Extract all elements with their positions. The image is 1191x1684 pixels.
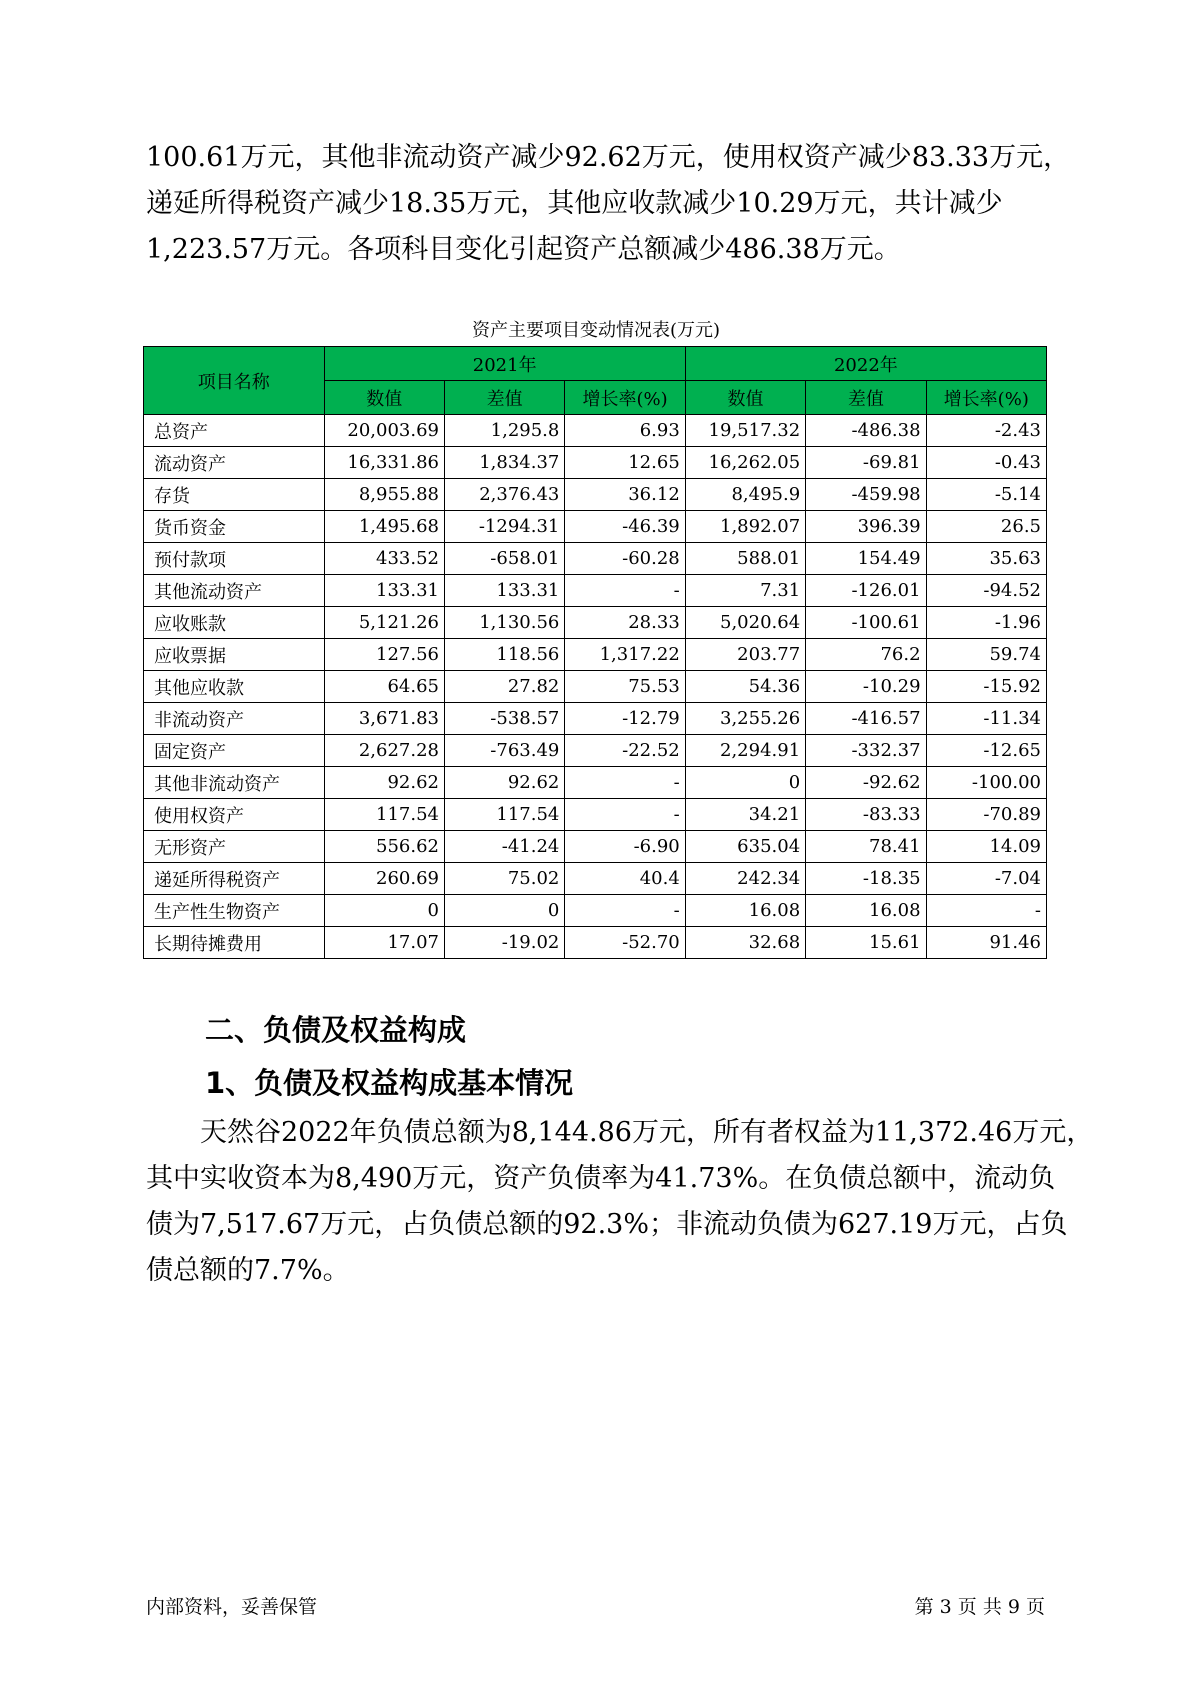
table-row — [144, 799, 1047, 831]
row-value-cell: -538.57 — [444, 703, 564, 735]
row-value-cell: -52.70 — [565, 927, 685, 959]
row-value-cell: - — [565, 575, 685, 607]
row-value-cell: 75.53 — [565, 671, 685, 703]
row-value-cell: -2.43 — [926, 415, 1046, 447]
row-value-cell: 556.62 — [324, 831, 444, 863]
row-value-cell: 0 — [444, 895, 564, 927]
row-value-cell: 0 — [324, 895, 444, 927]
row-value-cell: 203.77 — [685, 639, 805, 671]
intro-line: 递延所得税资产减少18.35万元，其他应收款减少10.29万元，共计减少 — [146, 188, 1003, 219]
table-row — [144, 863, 1047, 895]
row-value-cell: 133.31 — [444, 575, 564, 607]
row-value-cell: -60.28 — [565, 543, 685, 575]
row-value-cell: -416.57 — [806, 703, 926, 735]
footer-confidential-note: 内部资料，妥善保管 — [146, 1596, 318, 1618]
row-value-cell: - — [565, 895, 685, 927]
row-value-cell: 1,130.56 — [444, 607, 564, 639]
row-value-cell: -7.04 — [926, 863, 1046, 895]
row-value-cell: -12.65 — [926, 735, 1046, 767]
row-value-cell: 2,627.28 — [324, 735, 444, 767]
row-value-cell: -0.43 — [926, 447, 1046, 479]
row-value-cell: 28.33 — [565, 607, 685, 639]
header-growth: 增长率(%) — [926, 381, 1046, 415]
row-item-name: 长期待摊费用 — [144, 927, 325, 959]
row-value-cell: -100.00 — [926, 767, 1046, 799]
asset-change-table — [143, 346, 1047, 959]
row-value-cell: 35.63 — [926, 543, 1046, 575]
row-value-cell: 3,671.83 — [324, 703, 444, 735]
row-item-name: 递延所得税资产 — [144, 863, 325, 895]
header-growth: 增长率(%) — [565, 381, 685, 415]
row-value-cell: -11.34 — [926, 703, 1046, 735]
row-value-cell: -22.52 — [565, 735, 685, 767]
row-value-cell: -1294.31 — [444, 511, 564, 543]
row-value-cell: 91.46 — [926, 927, 1046, 959]
row-value-cell: 1,317.22 — [565, 639, 685, 671]
header-diff: 差值 — [444, 381, 564, 415]
row-value-cell: -486.38 — [806, 415, 926, 447]
row-value-cell: -94.52 — [926, 575, 1046, 607]
body-line: 天然谷2022年负债总额为8,144.86万元，所有者权益为11,372.46万元， — [200, 1117, 1094, 1148]
row-item-name: 流动资产 — [144, 447, 325, 479]
row-value-cell: -12.79 — [565, 703, 685, 735]
row-item-name: 使用权资产 — [144, 799, 325, 831]
row-value-cell: 78.41 — [806, 831, 926, 863]
row-value-cell: 8,495.9 — [685, 479, 805, 511]
row-value-cell: 16.08 — [685, 895, 805, 927]
table-row — [144, 831, 1047, 863]
row-value-cell: 76.2 — [806, 639, 926, 671]
intro-line: 1,223.57万元。各项科目变化引起资产总额减少486.38万元。 — [146, 234, 901, 265]
row-value-cell: -10.29 — [806, 671, 926, 703]
body-paragraph — [146, 1110, 1094, 1294]
row-value-cell: - — [565, 767, 685, 799]
row-value-cell: -83.33 — [806, 799, 926, 831]
table-body — [144, 415, 1047, 959]
footer-page-number: 第 3 页 共 9 页 — [914, 1596, 1045, 1618]
row-value-cell: -41.24 — [444, 831, 564, 863]
intro-paragraph — [146, 135, 1071, 273]
table-row — [144, 671, 1047, 703]
row-value-cell: 118.56 — [444, 639, 564, 671]
header-year-2021: 2021年 — [324, 347, 685, 381]
table-row — [144, 479, 1047, 511]
row-value-cell: -100.61 — [806, 607, 926, 639]
row-value-cell: -46.39 — [565, 511, 685, 543]
row-value-cell: -69.81 — [806, 447, 926, 479]
row-value-cell: - — [926, 895, 1046, 927]
body-line: 债总额的7.7%。 — [146, 1255, 350, 1286]
row-value-cell: 127.56 — [324, 639, 444, 671]
row-value-cell: 75.02 — [444, 863, 564, 895]
row-item-name: 固定资产 — [144, 735, 325, 767]
row-value-cell: 1,834.37 — [444, 447, 564, 479]
row-value-cell: 635.04 — [685, 831, 805, 863]
row-item-name: 预付款项 — [144, 543, 325, 575]
row-value-cell: 27.82 — [444, 671, 564, 703]
table-row — [144, 735, 1047, 767]
row-item-name: 应收票据 — [144, 639, 325, 671]
table-row — [144, 575, 1047, 607]
row-value-cell: 16.08 — [806, 895, 926, 927]
body-line: 债为7,517.67万元，占负债总额的92.3%；非流动负债为627.19万元，占负 — [146, 1209, 1068, 1240]
row-value-cell: 0 — [685, 767, 805, 799]
body-line: 其中实收资本为8,490万元，资产负债率为41.73%。在负债总额中，流动负 — [146, 1163, 1056, 1194]
row-value-cell: -658.01 — [444, 543, 564, 575]
header-value: 数值 — [324, 381, 444, 415]
row-value-cell: 16,331.86 — [324, 447, 444, 479]
row-value-cell: 260.69 — [324, 863, 444, 895]
row-item-name: 总资产 — [144, 415, 325, 447]
row-item-name: 存货 — [144, 479, 325, 511]
row-value-cell: 154.49 — [806, 543, 926, 575]
row-value-cell: -19.02 — [444, 927, 564, 959]
row-value-cell: 242.34 — [685, 863, 805, 895]
row-value-cell: 117.54 — [324, 799, 444, 831]
row-value-cell: 8,955.88 — [324, 479, 444, 511]
row-value-cell: 36.12 — [565, 479, 685, 511]
section-heading: 二、负债及权益构成 — [205, 1013, 467, 1047]
header-diff: 差值 — [806, 381, 926, 415]
row-value-cell: -332.37 — [806, 735, 926, 767]
row-item-name: 其他流动资产 — [144, 575, 325, 607]
table-row — [144, 927, 1047, 959]
table-row — [144, 543, 1047, 575]
row-value-cell: 12.65 — [565, 447, 685, 479]
row-item-name: 货币资金 — [144, 511, 325, 543]
header-year-2022: 2022年 — [685, 347, 1046, 381]
row-value-cell: 1,495.68 — [324, 511, 444, 543]
row-value-cell: -92.62 — [806, 767, 926, 799]
row-value-cell: -459.98 — [806, 479, 926, 511]
table-row — [144, 639, 1047, 671]
row-value-cell: 16,262.05 — [685, 447, 805, 479]
row-value-cell: -70.89 — [926, 799, 1046, 831]
row-value-cell: 59.74 — [926, 639, 1046, 671]
row-item-name: 其他非流动资产 — [144, 767, 325, 799]
table-caption: 资产主要项目变动情况表(万元) — [471, 320, 721, 341]
row-value-cell: 34.21 — [685, 799, 805, 831]
intro-line: 100.61万元，其他非流动资产减少92.62万元，使用权资产减少83.33万元， — [146, 142, 1071, 173]
row-value-cell: 588.01 — [685, 543, 805, 575]
table-row — [144, 895, 1047, 927]
row-value-cell: 64.65 — [324, 671, 444, 703]
table-row — [144, 447, 1047, 479]
row-value-cell: -763.49 — [444, 735, 564, 767]
table-row — [144, 607, 1047, 639]
row-value-cell: 92.62 — [444, 767, 564, 799]
row-value-cell: 1,295.8 — [444, 415, 564, 447]
row-item-name: 非流动资产 — [144, 703, 325, 735]
row-item-name: 应收账款 — [144, 607, 325, 639]
row-item-name: 其他应收款 — [144, 671, 325, 703]
row-item-name: 无形资产 — [144, 831, 325, 863]
row-value-cell: 19,517.32 — [685, 415, 805, 447]
subsection-heading: 1、负债及权益构成基本情况 — [205, 1066, 574, 1100]
row-value-cell: 3,255.26 — [685, 703, 805, 735]
row-value-cell: - — [565, 799, 685, 831]
row-value-cell: -1.96 — [926, 607, 1046, 639]
row-value-cell: 117.54 — [444, 799, 564, 831]
row-value-cell: 133.31 — [324, 575, 444, 607]
row-value-cell: 92.62 — [324, 767, 444, 799]
row-value-cell: 5,020.64 — [685, 607, 805, 639]
row-value-cell: 5,121.26 — [324, 607, 444, 639]
row-value-cell: 6.93 — [565, 415, 685, 447]
row-value-cell: 32.68 — [685, 927, 805, 959]
header-item-name: 项目名称 — [144, 347, 325, 415]
row-value-cell: -15.92 — [926, 671, 1046, 703]
row-value-cell: 1,892.07 — [685, 511, 805, 543]
table-row — [144, 415, 1047, 447]
table-row — [144, 511, 1047, 543]
row-value-cell: -18.35 — [806, 863, 926, 895]
row-value-cell: 40.4 — [565, 863, 685, 895]
table-row — [144, 767, 1047, 799]
row-value-cell: 14.09 — [926, 831, 1046, 863]
header-value: 数值 — [685, 381, 805, 415]
row-item-name: 生产性生物资产 — [144, 895, 325, 927]
row-value-cell: 2,376.43 — [444, 479, 564, 511]
row-value-cell: 54.36 — [685, 671, 805, 703]
row-value-cell: 433.52 — [324, 543, 444, 575]
row-value-cell: 396.39 — [806, 511, 926, 543]
row-value-cell: 17.07 — [324, 927, 444, 959]
row-value-cell: 7.31 — [685, 575, 805, 607]
table-row — [144, 703, 1047, 735]
row-value-cell: -5.14 — [926, 479, 1046, 511]
row-value-cell: 26.5 — [926, 511, 1046, 543]
row-value-cell: -6.90 — [565, 831, 685, 863]
row-value-cell: 15.61 — [806, 927, 926, 959]
row-value-cell: 20,003.69 — [324, 415, 444, 447]
row-value-cell: 2,294.91 — [685, 735, 805, 767]
row-value-cell: -126.01 — [806, 575, 926, 607]
